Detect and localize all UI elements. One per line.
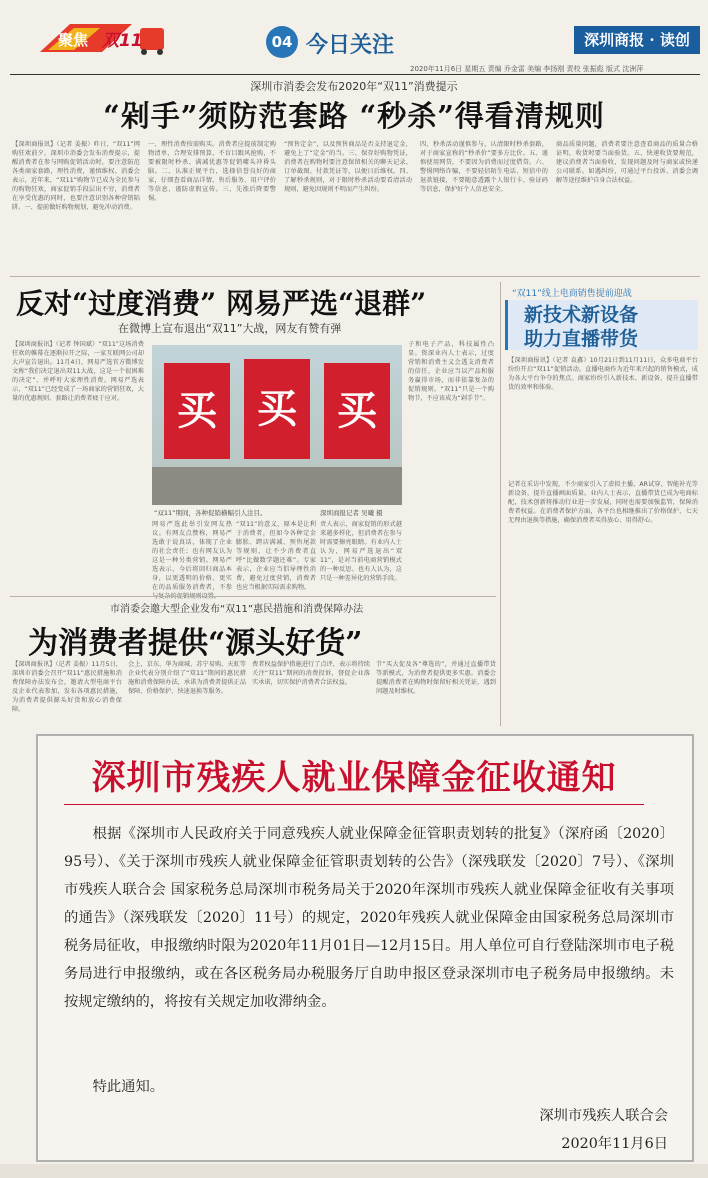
sidebar-body-top: 【深圳商报讯】（记者 袁鑫）10月21日到11月11日，众多电商平台纷纷开启“双11”促销活动。直播电商作为近年来兴起的销售模式，成为各大平台争夺的焦点。商家纷纷引入新技术、新设备，提升直播带货的效率和体验。 <box>508 357 698 391</box>
article1-col-2: 一、理性消费按需购买。消费者应提前制定购物清单，合理安排预算，不盲目跟风抢购，不要被限时秒杀、满减优惠等促销噱头冲昏头脑。二、认准正规平台，选择信誉良好的商家，仔细查看商品详情、售后服务、用户评价等信息，谨防虚假宣传。三、先涨后降要警惕。 <box>148 141 276 202</box>
article2-col-4: 责人表示，商家促销的形式越来越多样化，但消费者在参与时需要擦亮眼睛。有业内人士认为，网易严选退出“双11”，是对当前电商营销模式的一种反思。也有人认为，这只是一种差异化的营销手段。 <box>320 521 402 582</box>
focus-shopping-logo <box>40 18 180 58</box>
svg-text:双11: 双11 <box>102 31 143 51</box>
article1-col-1: 【深圳商报讯】（记者 姜振）昨日，“双11”网购狂欢前夕，深圳市消委会发布消费提示，提醒消费者在参与网购促销活动时，要注意防范各类商家套路，理性消费，谨慎维权。消委会表示，近年来，“双11”购物节已成为全民参与的购物狂欢，商家促销手段层出不穷，消费者在享受优惠的同时，也要注意识别各种营销陷阱。一、提前做好购物规划，避免冲动消费。 <box>12 141 140 211</box>
article2-subtitle: 在微博上宣布退出“双11”大战，网友有赞有弹 <box>118 322 342 335</box>
notice-issuer: 深圳市残疾人联合会 <box>539 1108 668 1124</box>
photo-caption: “双11”期间，各种促销横幅引人注目。 <box>154 509 267 517</box>
article3-col-3: 费者权益保护措施进行了点评，表示将持续关注“双11”期间的消费投诉，督促企业落实承诺，切实保护消费者合法权益。 <box>252 661 370 686</box>
sidebar-vertical-divider <box>500 282 501 726</box>
article1-headline: “剁手”须防范套路 “秒杀”得看清规则 <box>103 99 605 133</box>
article2-col-1: 【深圳商报讯】（记者 钟国斌）“双11”这场消费狂欢的帷幕在逐渐拉开之际，一家互联网公司却大声宣告退出。11月4日，网易严选官方微博发文称“我们决定退出双11大战，这是一个很困难的决定”，并呼吁大家理性消费。网易严选表示，“双11”已经变成了一场商家的营销狂欢，大量的优惠规则、套路让消费者疲于应对。 <box>12 341 144 402</box>
page-number-badge: 04 <box>266 26 298 58</box>
article2-col-3: “双11”的意义，原本是让利于消费者，但如今各种定金膨胀、跨店满减、预售尾款等规则，让不少消费者直呼“比做数学题还难”。专家表示，企业应当倡导理性消费，避免过度营销，消费者也应当根据实际需求购物。 <box>236 521 316 591</box>
sidebar-body-bottom: 记者在采访中发现，不少商家引入了虚拟主播、AR试穿、智能补光等新设备，提升直播画面质量。业内人士表示，直播带货已成为电商标配，技术创新将推动行业进一步发展，同时也需要加强监管，保障消费者权益。在消费者保护方面，各平台也相继推出了价格保护、七天无理由退换等措施，确保消费者买得放心、用得舒心。 <box>508 481 698 524</box>
article3-headline: 为消费者提供“源头好货” <box>28 626 363 661</box>
article2-col-2: 网易严选此举引发网友热议。有网友点赞称，网易严选敢于说真话，体现了企业的社会责任；也有网友认为这是一种另类营销。网易严选表示，今后将回归商品本身，以更透明的价格、更实在的品质服务消费者，不参 <box>152 521 232 591</box>
photo-sign-3: 买 <box>324 363 390 459</box>
article1-col-5: 商品质量问题，消费者要注意查看商品的质量合格证明，收货时要当面验货。五、快递收货要规范，建议消费者当面验收，发现问题及时与商家或快递公司联系。如遇纠纷，可通过平台投诉、消委会调解等途径维护自身合法权益。 <box>556 141 698 184</box>
article2-photo <box>152 345 402 505</box>
article1-kicker: 深圳市消委会发布2020年“双11”消费提示 <box>250 80 458 93</box>
article3-col-4: 节”买大促及各“尊选的”，并通过直播带货等新模式，为消费者提供更多实惠。消委会提醒消费者在购物时保留好相关凭证，遇到问题及时维权。 <box>376 661 496 695</box>
sidebar-headline-2: 助力直播带货 <box>524 328 639 350</box>
notice-closing: 特此通知。 <box>92 1079 165 1095</box>
notice-body: 根据《深圳市人民政府关于同意残疾人就业保障金征管职责划转的批复》（深府函〔2020〕95号）、《关于深圳市残疾人就业保障金征管职责划转的公告》（深残联发〔2020〕7号）、《深圳市残疾人联合会 国家税务总局深圳市税务局关于2020年深圳市残疾人就业保障金征收有关事项的通告》（深残联发〔2020〕11号）的规定，2020年残疾人就业保障金由国家税务总局深圳市税务局征收，申报缴纳时限为2020年11月01日—12月15日。用人单位可自行登陆深圳市电子税务局进行申报缴纳，或在各区税务局办税服务厅自助申报区登录深圳市电子税务局申报缴纳。未按规定缴纳的，将按有关规定加收滞纳金。 <box>64 826 674 1010</box>
article1-col-3: “预售定金”，以及预售商品是否支持退定金，避免上了“定金”的当。三、保存好购物凭证，消费者在购物时要注意保留相关的聊天记录、订单截图、付款凭证等，以便日后维权。四、了解秒杀规则，对于限时秒杀活动要看清活动规则，避免因规则不明而产生纠纷。 <box>284 141 412 193</box>
notice-date: 2020年11月6日 <box>561 1136 668 1152</box>
photo-sign-1: 买 <box>164 363 230 459</box>
article3-kicker: 市消委会邀大型企业发布“双11”惠民措施和消费保障办法 <box>110 604 364 615</box>
article2-headline: 反对“过度消费” 网易严选“退群” <box>16 287 427 320</box>
photo-floor <box>152 467 402 505</box>
article1-bottom-divider <box>10 276 700 277</box>
photo-sign-2: 买 <box>244 359 310 459</box>
article2-bottom-divider <box>10 596 496 597</box>
notice-title-underline <box>64 804 644 805</box>
article2-col-5: 子和电子产品，科技属性凸显。资深业内人士表示，过度营销和消费主义会透支消费者的信任，企业应当以产品和服务赢得市场，而非依靠复杂的促销规则。“双11”只是一个购物节，不应该成为“剁手节”。 <box>408 341 494 402</box>
newspaper-logo: 深圳商报 · 读创 <box>574 26 700 54</box>
page-footer <box>0 1164 708 1178</box>
section-title: 今日关注 <box>306 33 395 58</box>
notice-title: 深圳市残疾人就业保障金征收通知 <box>91 758 617 798</box>
article3-col-1: 【深圳商报讯】（记者 姜振）11月5日，深圳市消委会召开“双11”惠民措施和消费保障办法发布会，邀请大型电商平台及企业代表参加，发布各项惠民措施，为消费者提供源头好货和放心消费保障。 <box>12 661 122 713</box>
issue-info-line: 2020年11月6日 星期五 责编 乔金雷 美编 李扬刚 责校 张振彪 版式 沈洲萍 <box>410 65 644 73</box>
sidebar-kicker: “双11”线上电商销售提前迎战 <box>512 289 632 299</box>
article1-col-4: 四、秒杀活动谨慎参与，认清限时秒杀套路，对于商家宣称的“秒杀价”要多方比价。五、谨慎使用网贷，不要因为消费而过度借贷。六、警惕网络诈骗，不要轻信陌生电话、短信中的退款链接，不要随意透露个人银行卡、验证码等信息，保护好个人信息安全。 <box>420 141 548 193</box>
sidebar-headline-1: 新技术新设备 <box>524 304 639 326</box>
photo-credit: 深圳商报记者 吴曦 摄 <box>320 509 383 517</box>
article3-col-2: 会上，京东、华为商城、苏宁易购、天虹等企业代表分别介绍了“双11”期间的惠民措施和消费保障办法，承诺为消费者提供正品保障、价格保护、快速退换等服务。 <box>128 661 246 695</box>
header-divider <box>10 74 700 75</box>
svg-text:聚焦: 聚焦 <box>58 31 89 49</box>
